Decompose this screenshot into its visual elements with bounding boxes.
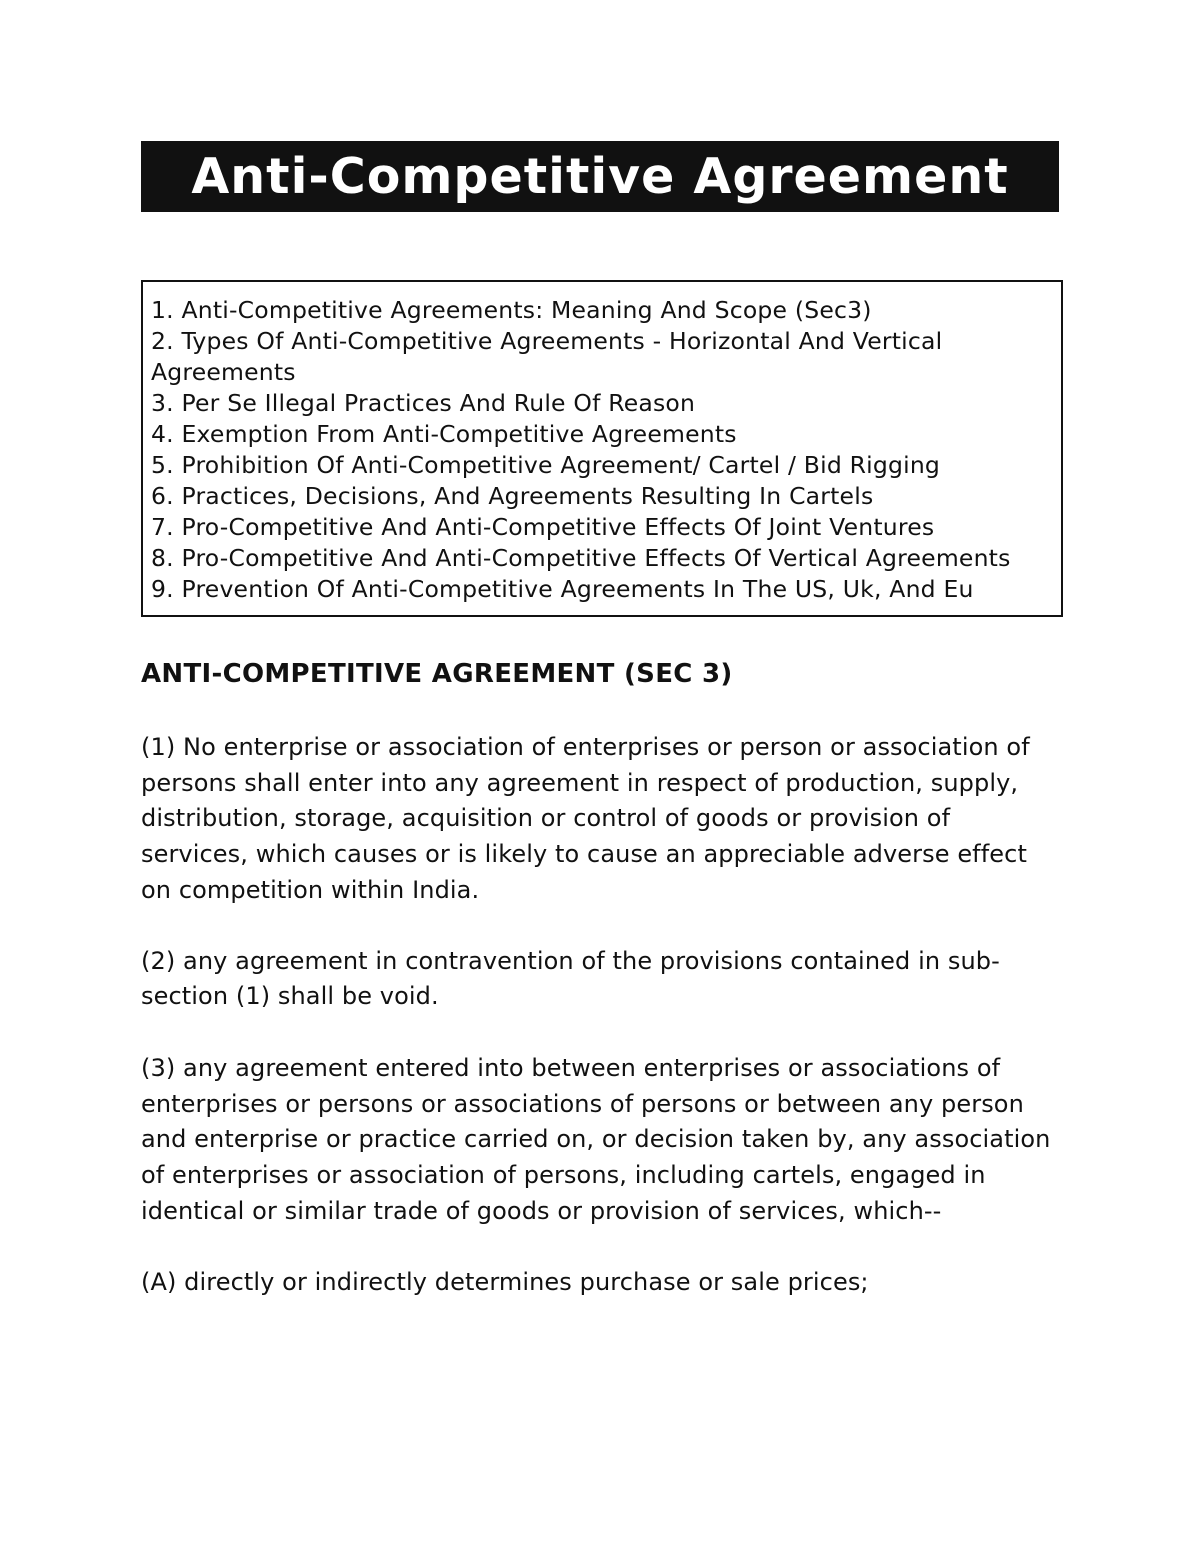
toc-item: 3. Per Se Illegal Practices And Rule Of Reason (151, 389, 696, 417)
toc-item: 5. Prohibition Of Anti-Competitive Agreement/ Cartel / Bid Rigging (151, 451, 941, 479)
paragraph: (1) No enterprise or association of enterprises or person or association of persons shall enter into any agreement in respect of production, supply, distribution, storage, acquisition or control of goods or provision of services, which causes or is likely to cause an appreciable adverse effect on competition within India. (141, 733, 1030, 904)
toc-item: 6. Practices, Decisions, And Agreements Resulting In Cartels (151, 482, 874, 510)
table-of-contents (141, 280, 1063, 617)
document-title: Anti-Competitive Agreement (141, 141, 1059, 212)
paragraph: (2) any agreement in contravention of the provisions contained in sub-section (1) shall be void. (141, 946, 1000, 1011)
section-heading: ANTI-COMPETITIVE AGREEMENT (SEC 3) (141, 659, 733, 689)
paragraph: (A) directly or indirectly determines purchase or sale prices; (141, 1268, 869, 1297)
toc-item: 4. Exemption From Anti-Competitive Agreements (151, 420, 737, 448)
toc-item: 7. Pro-Competitive And Anti-Competitive Effects Of Joint Ventures (151, 513, 935, 541)
toc-item: 1. Anti-Competitive Agreements: Meaning And Scope (Sec3) (151, 296, 872, 324)
document-page (141, 141, 1061, 1301)
toc-item: 8. Pro-Competitive And Anti-Competitive Effects Of Vertical Agreements (151, 544, 1011, 572)
toc-item: 9. Prevention Of Anti-Competitive Agreements In The US, Uk, And Eu (151, 575, 974, 603)
paragraph: (3) any agreement entered into between enterprises or associations of enterprises or persons or associations of persons or between any person and enterprise or practice carried on, or decision taken by, any association of enterprises or association of persons, including cartels, engaged in identical or similar trade of goods or provision of services, which-- (141, 1053, 1051, 1225)
toc-item: 2. Types Of Anti-Competitive Agreements - Horizontal And Vertical Agreements (151, 327, 943, 386)
